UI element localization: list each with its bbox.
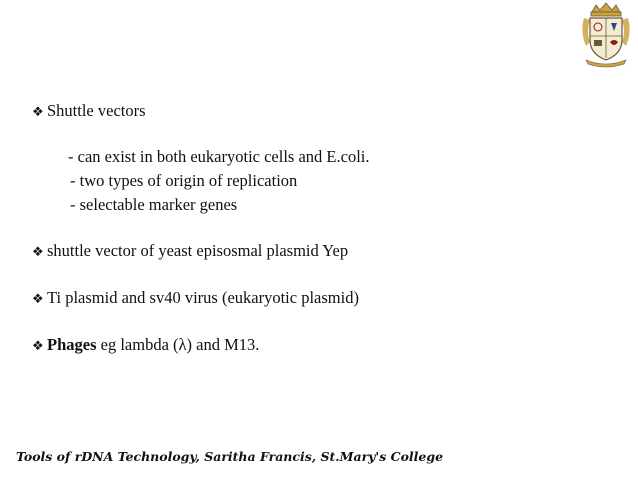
bullet-shuttle-vectors xyxy=(32,101,146,122)
bullet-yeast-plasmid xyxy=(32,241,348,262)
bullet-icon: ❖ xyxy=(32,104,44,119)
bullet-icon: ❖ xyxy=(32,244,44,259)
sub-item-text: - two types of origin of replication xyxy=(70,171,298,190)
bullet-icon: ❖ xyxy=(32,291,44,306)
bullet-text: eg lambda (λ) and M13. xyxy=(96,335,260,354)
bullet-text: shuttle vector of yeast episosmal plasmid Yep xyxy=(47,241,349,260)
sub-item-origin-replication xyxy=(70,171,297,191)
bullet-bold-term: Phages xyxy=(47,335,97,354)
sub-item-eukaryotic-ecoli xyxy=(68,147,370,167)
sub-item-text: - selectable marker genes xyxy=(70,195,238,214)
bullet-icon: ❖ xyxy=(32,338,44,353)
sub-item-text: - can exist in both eukaryotic cells and E.coli. xyxy=(68,147,370,166)
college-crest-icon xyxy=(578,2,634,68)
bullet-phages xyxy=(32,335,259,356)
bullet-ti-plasmid xyxy=(32,288,359,309)
sub-item-marker-genes xyxy=(70,195,237,215)
slide-footer: Tools of rDNA Technology, Saritha Francis, St.Mary's College xyxy=(16,449,444,464)
bullet-text: Shuttle vectors xyxy=(47,101,146,120)
bullet-text: Ti plasmid and sv40 virus (eukaryotic plasmid) xyxy=(47,288,359,307)
